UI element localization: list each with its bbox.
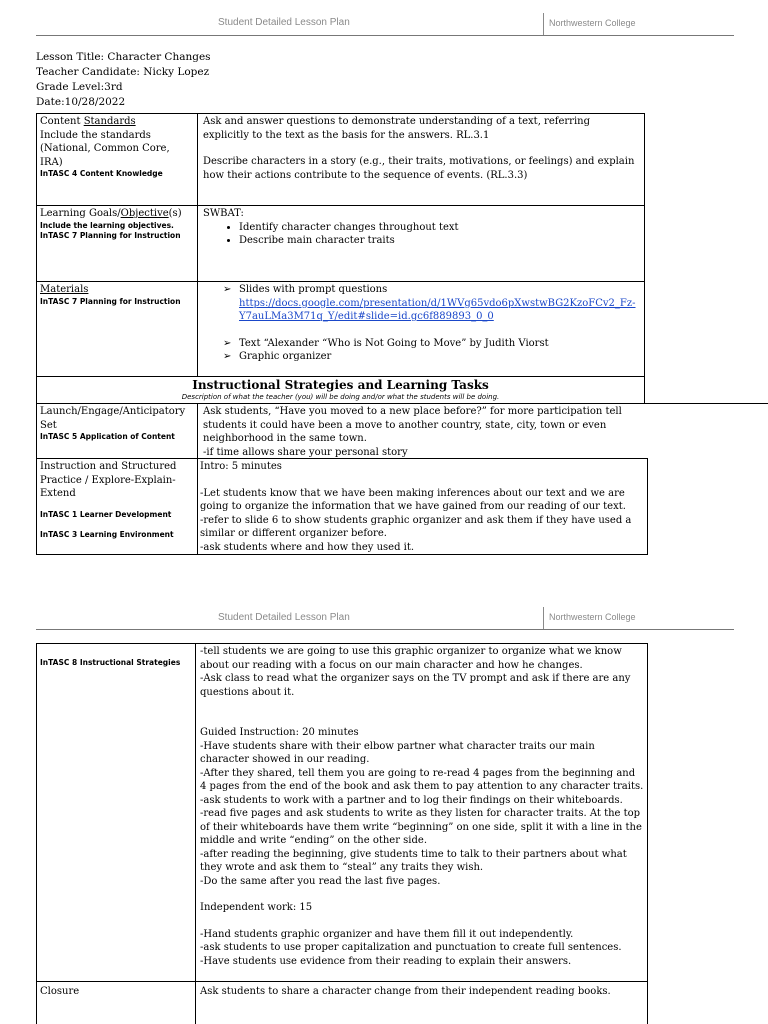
list-item: • Identify character changes throughout text [239, 221, 639, 235]
list-item: ➢ Slides with prompt questions [223, 284, 388, 295]
list-item: • Describe main character traits [239, 234, 639, 248]
objectives-list [203, 221, 639, 248]
list-item: ➢ Graphic organizer [223, 351, 332, 362]
learning-goals-label: Learning Goals/Objective(s) Include the learning objectives. InTASC 7 Planning for Instruction [40, 208, 182, 240]
content-standards-text: Ask and answer questions to demonstrate understanding of a text, referring explicitly to the text as the basis for the answers. RL.3.1 Describe characters in a story (e.g., their traits, motivations, or feelings) and explain how their actions contribute to the sequence of events. (RL.3.3) [203, 116, 635, 181]
materials-list [203, 283, 639, 364]
header-divider [543, 13, 544, 35]
arrow-bullet-icon: ➢ [223, 337, 232, 349]
strategies-title: Instructional Strategies and Learning Tasks [192, 378, 489, 392]
guided-instruction-title: Guided Instruction: 20 minutes [200, 727, 359, 738]
strategies-header [37, 377, 644, 402]
materials-text [203, 283, 639, 364]
arrow-bullet-icon: ➢ [223, 351, 232, 362]
page2-header-college: Northwestern College [549, 612, 636, 622]
content-standards-label: Content Standards Include the standards (National, Common Core, IRA) InTASC 4 Content Knowledge [40, 115, 194, 179]
learning-goals-text: SWBAT: • Identify character changes throughout text • Describe main character traits [203, 207, 639, 248]
lesson-date: Date:10/28/2022 [36, 96, 126, 108]
materials-label: Materials InTASC 7 Planning for Instruction [40, 284, 181, 306]
closure-label: Closure [40, 986, 80, 997]
grade-level: Grade Level:3rd [36, 81, 123, 93]
header-rule [36, 35, 734, 36]
page-header-title: Student Detailed Lesson Plan [218, 17, 350, 28]
teacher-candidate: Teacher Candidate: Nicky Lopez [36, 66, 210, 78]
instruction-text: Intro: 5 minutes -Let students know that we have been making inferences about our text and we are going to organize the information that we have gained from our reading of our text. -refer to slide 6 to show students graphic organizer and ask them if they have used a similar or different organizer before. -ask students where and how they used it. [200, 461, 632, 553]
strategies-intasc-label: InTASC 8 Instructional Strategies [40, 658, 181, 667]
instruction-label: Instruction and Structured Practice / Explore-Explain-Extend InTASC 1 Learner Development InTASC 3 Learning Environment [40, 461, 177, 539]
page2-header-title: Student Detailed Lesson Plan [218, 612, 350, 623]
list-item: ➢ Text “Alexander “Who is Not Going to Move” by Judith Viorst [223, 337, 549, 349]
closure-text: Ask students to share a character change from their independent reading books. [200, 986, 611, 997]
header-divider [543, 607, 544, 629]
lesson-meta [36, 50, 211, 110]
slides-link[interactable]: https://docs.google.com/presentation/d/1WVg65vdo6pXwstwBG2KzoFCv2_Fz-Y7auLMa3M71q_Y/edit#slide=id.gc6f889893_0_0 [239, 297, 636, 322]
arrow-bullet-icon: ➢ [223, 284, 232, 295]
lesson-title: Lesson Title: Character Changes [36, 51, 211, 63]
independent-work-title: Independent work: 15 [200, 902, 313, 913]
page-header-college: Northwestern College [549, 18, 636, 28]
header-rule [36, 629, 734, 630]
intasc-label: InTASC 4 Content Knowledge [40, 169, 163, 178]
instruction-continued-text: -tell students we are going to use this graphic organizer to organize what we know about our reading with a focus on our main character and how he changes. -Ask class to read what the organizer says on the TV prompt and ask if there are any questions about it. Guided Instruction: 20 minutes -Have students share with their elbow partner what character traits our main character showed in our reading. -After they shared, tell them you are going to re-read 4 pages from the beginning and 4 pages from the end of the book and ask them to pay attention to any character traits. -ask students to work with a partner and to log their findings on their whiteboards. -read five pages and ask students to write as they listen for character traits. At the top of their whiteboards have them write “beginning” on one side, split it with a line in the middle and write “ending” on the other side. -after reading the beginning, give students time to talk to their partners about what they wrote and ask them to “steal” any traits they wish. -Do the same after you read the last five pages. Independent work: 15 -Hand students graphic organizer and have them fill it out independently. -ask students to use proper capitalization and punctuation to create full sentences. -Have students use evidence from their reading to explain their answers. [200, 646, 644, 967]
launch-text: Ask students, “Have you moved to a new place before?” for more participation tell students it could have been a move to another country, state, city, town or even neighborhood in the same town. -if time allows share your personal story [203, 406, 622, 458]
strategies-subtitle: Description of what the teacher (you) will be doing and/or what the students will be doing. [181, 393, 500, 401]
launch-label: Launch/Engage/Anticipatory Set InTASC 5 Application of Content [40, 406, 186, 441]
